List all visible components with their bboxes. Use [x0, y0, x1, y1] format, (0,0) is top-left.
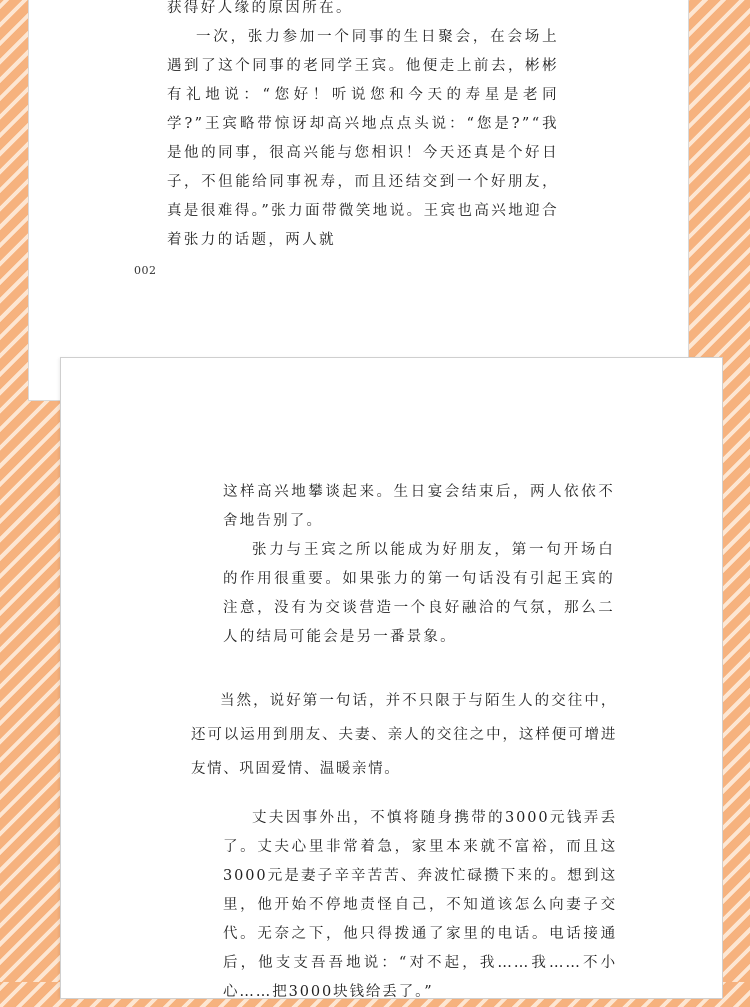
- excerpt-block-1: [223, 478, 615, 652]
- top-page-text: [167, 0, 559, 255]
- paragraph-ending: 获得好人缘的原因所在。: [167, 0, 353, 16]
- page-number: 002: [134, 264, 157, 277]
- book-page-bottom: [61, 358, 722, 998]
- paragraph-continuation: 这样高兴地攀谈起来。生日宴会结束后，两人依依不舍地告别了。: [223, 484, 615, 529]
- highlight-block: [191, 684, 617, 786]
- paragraph-husband-story: 丈夫因事外出，不慎将随身携带的3000元钱弄丢了。丈夫心里非常着急，家里本来就不富裕，而且这3000元是妻子辛辛苦苦、奔波忙碌攒下来的。想到这里，他开始不停地责怪自己，不知道该怎么向妻子交代。无奈之下，他只得拨通了家里的电话。电话接通后，他支支吾吾地说：“对不起，我……我……不小心……把3000块钱给丢了。”: [223, 810, 617, 1000]
- book-page-top: [29, 0, 688, 400]
- paragraph-zhangli-story: 一次，张力参加一个同事的生日聚会，在会场上遇到了这个同事的老同学王宾。他便走上前去，彬彬有礼地说：“您好！听说您和今天的寿星是老同学?”王宾略带惊讶却高兴地点点头说：“您是?”“我是他的同事，很高兴能与您相识！今天还真是个好日子，不但能给同事祝寿，而且还结交到一个好朋友，真是很难得。”张力面带微笑地说。王宾也高兴地迎合着张力的话题，两人就: [167, 29, 559, 248]
- paragraph-highlight: 当然，说好第一句话，并不只限于与陌生人的交往中，还可以运用到朋友、夫妻、亲人的交往之中，这样便可增进友情、巩固爱情、温暖亲情。: [191, 693, 617, 777]
- paragraph-analysis: 张力与王宾之所以能成为好朋友，第一句开场白的作用很重要。如果张力的第一句话没有引起王宾的注意，没有为交谈营造一个良好融洽的气氛，那么二人的结局可能会是另一番景象。: [223, 542, 615, 645]
- excerpt-block-2: [223, 804, 617, 1007]
